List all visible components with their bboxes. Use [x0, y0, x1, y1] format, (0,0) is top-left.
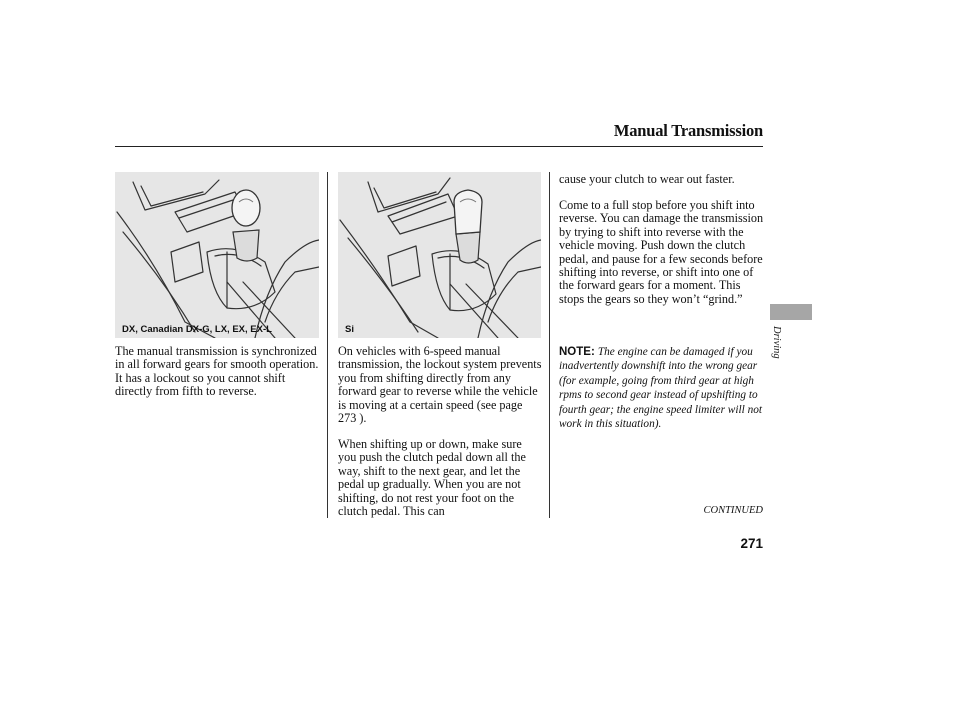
- page-title: Manual Transmission: [613, 121, 763, 140]
- shift-lever-illustration: [115, 172, 319, 338]
- page-number: 271: [740, 536, 763, 551]
- figure-caption: Si: [345, 324, 354, 335]
- body-paragraph: When shifting up or down, make sure you push the clutch pedal down all the way, shift to the next gear, and let the pedal up gradually. When you are not shifting, do not rest your foot on the clutch pedal. This can: [338, 437, 526, 519]
- figure-shifter-6speed: [338, 172, 541, 338]
- body-paragraph: Come to a full stop before you shift into reverse. You can damage the transmission by trying to shift into reverse with the vehicle moving. Push down the clutch pedal, and pause for a few seconds before shifting into reverse, or shift into one of the forward gears for a moment. This stops the gears so they won’t “grind.”: [559, 198, 764, 306]
- shift-lever-illustration: [338, 172, 541, 338]
- body-paragraph: cause your clutch to wear out faster.: [559, 172, 735, 186]
- body-paragraph: The manual transmission is synchronized in all forward gears for smooth operation. It has a lockout so you cannot shift directly from fifth to reverse.: [115, 344, 319, 399]
- column-divider: [327, 172, 328, 518]
- figure-caption: DX, Canadian DX-G, LX, EX, EX-L: [122, 324, 272, 335]
- column-divider: [549, 172, 550, 518]
- section-tab-label: Driving: [771, 326, 782, 359]
- note-label: NOTE:: [559, 346, 595, 358]
- figure-shifter-5speed: [115, 172, 319, 338]
- header-rule: [115, 146, 763, 147]
- section-tab: [770, 304, 812, 320]
- continued-label: CONTINUED: [703, 505, 763, 516]
- note-text: The engine can be damaged if you inadvertently downshift into the wrong gear (for example, going from third gear at high rpms to second gear instead of upshifting to fourth gear; the engine speed limiter will not work in this situation).: [559, 346, 763, 431]
- body-paragraph: On vehicles with 6-speed manual transmission, the lockout system prevents you from shifting directly from any forward gear to reverse while the vehicle is moving at a certain speed (see page 273 ).: [338, 344, 542, 426]
- note-paragraph: [559, 345, 765, 431]
